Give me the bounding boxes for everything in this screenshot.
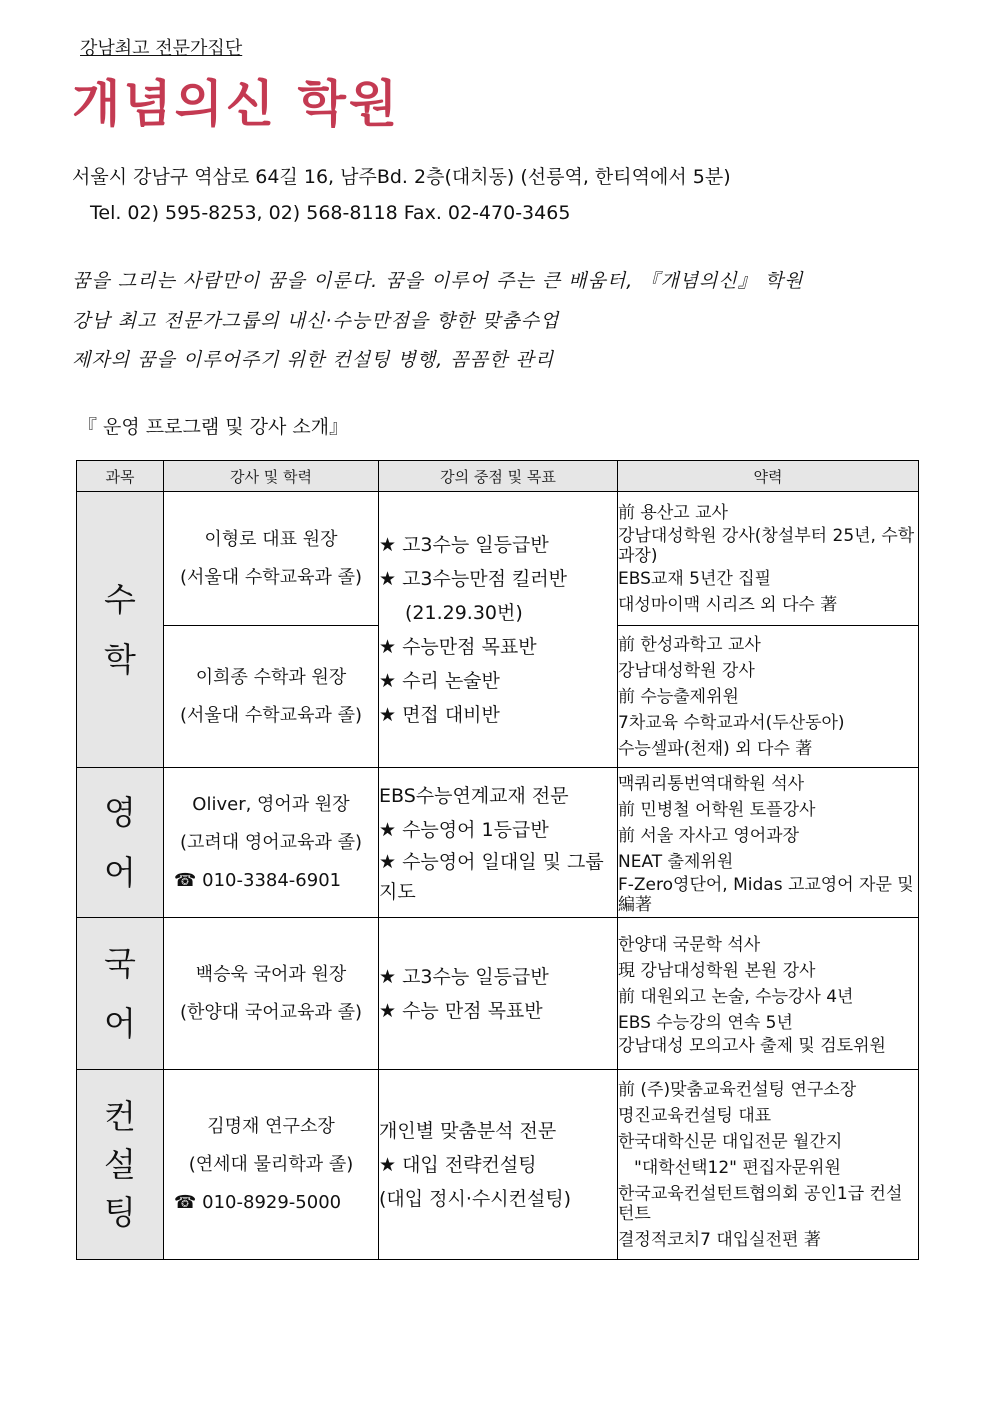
focus-item: ★ 대입 전략컨설팅 xyxy=(379,1153,537,1176)
instructor-name: 이형로 대표 원장 xyxy=(204,528,338,550)
career-cell xyxy=(618,768,919,918)
focus-english xyxy=(379,768,618,918)
subject-char: 팅 xyxy=(104,1192,136,1232)
career-item: 한양대 국문학 석사 xyxy=(618,934,761,955)
career-item: 前 (주)맞춤교육컨설팅 연구소장 xyxy=(618,1079,857,1100)
career-item: F-Zero영단어, Midas 고교영어 자문 및 編著 xyxy=(618,874,914,915)
program-table xyxy=(76,460,919,1260)
slogan-1: 꿈을 그리는 사람만이 꿈을 이룬다. 꿈을 이루어 주는 큰 배움터, 『개념의신』 학원 xyxy=(72,270,804,292)
subject-math xyxy=(77,492,164,768)
career-item: 강남대성학원 강사(창설부터 25년, 수학과장) xyxy=(618,525,915,566)
instructor-cell xyxy=(164,768,379,918)
table-header-row xyxy=(77,461,919,492)
focus-item: (21.29.30번) xyxy=(405,601,523,624)
header-subject: 과목 xyxy=(77,461,164,492)
instructor-school: (고려대 영어교육과 졸) xyxy=(180,831,362,853)
career-item: 수능셀파(천재) 외 다수 著 xyxy=(618,738,813,759)
career-item: 前 서울 자사고 영어과장 xyxy=(618,825,800,846)
instructor-name: 김명재 연구소장 xyxy=(207,1115,335,1137)
career-item: 대성마이맥 시리즈 외 다수 著 xyxy=(618,594,838,615)
instructor-name: Oliver, 영어과 원장 xyxy=(192,793,350,815)
instructor-school: (한양대 국어교육과 졸) xyxy=(180,1001,362,1023)
instructor-cell xyxy=(164,492,379,626)
subject-char: 국 xyxy=(104,943,136,983)
subject-char: 학 xyxy=(104,639,136,679)
career-item: 前 대원외고 논술, 수능강사 4년 xyxy=(618,986,854,1007)
instructor-cell xyxy=(164,626,379,768)
subject-char: 수 xyxy=(104,579,136,619)
subject-char: 설 xyxy=(104,1144,136,1184)
focus-item: EBS수능연계교재 전문 xyxy=(379,784,569,807)
instructor-school: (서울대 수학교육과 졸) xyxy=(180,566,362,588)
career-cell xyxy=(618,626,919,768)
career-item: 한국대학신문 대입전문 월간지 xyxy=(618,1131,843,1152)
subject-korean xyxy=(77,918,164,1070)
focus-item: ★ 면접 대비반 xyxy=(379,703,500,726)
focus-item: 개인별 맞춤분석 전문 xyxy=(379,1119,557,1142)
slogan-3: 제자의 꿈을 이루어주기 위한 컨설팅 병행, 꼼꼼한 관리 xyxy=(72,349,555,371)
instructor-school: (연세대 물리학과 졸) xyxy=(188,1153,354,1175)
career-item: 7차교육 수학교과서(두산동아) xyxy=(618,712,845,733)
career-item: 한국교육컨설턴트협의회 공인1급 컨설턴트 xyxy=(618,1183,903,1224)
focus-item: ★ 수능영어 일대일 및 그룹지도 xyxy=(379,850,604,903)
career-cell xyxy=(618,492,919,626)
instructor-cell xyxy=(164,1070,379,1260)
career-item: 前 용산고 교사 xyxy=(618,502,728,523)
focus-item: ★ 수능만점 목표반 xyxy=(379,635,537,658)
career-item: 강남대성학원 강사 xyxy=(618,660,755,681)
subject-english xyxy=(77,768,164,918)
focus-item: ★ 고3수능 일등급반 xyxy=(379,965,549,988)
focus-item: ★ 수리 논술반 xyxy=(379,669,500,692)
focus-item: ★ 고3수능 일등급반 xyxy=(379,533,549,556)
instructor-phone: ☎ 010-8929-5000 xyxy=(174,1191,342,1213)
career-item: "대학선택12" 편집자문위원 xyxy=(634,1157,841,1178)
career-item: 前 수능출제위원 xyxy=(618,686,739,707)
subject-char: 어 xyxy=(104,1003,136,1043)
focus-consulting xyxy=(379,1070,618,1260)
career-item: 결정적코치7 대입실전편 著 xyxy=(618,1229,821,1250)
career-item: 명진교육컨설팅 대표 xyxy=(618,1105,772,1126)
table-row-consulting xyxy=(77,1070,919,1260)
instructor-name: 이희종 수학과 원장 xyxy=(195,666,347,688)
table-row-math-1 xyxy=(77,492,919,626)
subject-char: 영 xyxy=(104,792,136,832)
address: 서울시 강남구 역삼로 64길 16, 남주Bd. 2층(대치동) (선릉역, 한티역에서 5분) xyxy=(72,166,731,188)
focus-korean xyxy=(379,918,618,1070)
instructor-phone: ☎ 010-3384-6901 xyxy=(174,869,342,891)
focus-item: ★ 고3수능만점 킬러반 xyxy=(379,567,568,590)
career-item: 現 강남대성학원 본원 강사 xyxy=(618,960,816,981)
career-item: NEAT 출제위원 xyxy=(618,851,734,872)
career-item: EBS교재 5년간 집필 xyxy=(618,568,772,589)
header-focus: 강의 중점 및 목표 xyxy=(379,461,618,492)
table-row-korean xyxy=(77,918,919,1070)
focus-item: (대입 정시·수시컨설팅) xyxy=(379,1187,572,1210)
brand-title: 개념의신 학원 xyxy=(72,75,401,133)
career-cell xyxy=(618,1070,919,1260)
instructor-name: 백승욱 국어과 원장 xyxy=(195,963,347,985)
career-item: 맥쿼리통번역대학원 석사 xyxy=(618,773,805,794)
subject-consulting xyxy=(77,1070,164,1260)
focus-item: ★ 수능 만점 목표반 xyxy=(379,999,543,1022)
instructor-cell xyxy=(164,918,379,1070)
instructor-school: (서울대 수학교육과 졸) xyxy=(180,704,362,726)
subject-char: 컨 xyxy=(104,1096,136,1136)
subject-char: 어 xyxy=(104,852,136,892)
contact-info: Tel. 02) 595-8253, 02) 568-8118 Fax. 02-470-3465 xyxy=(90,202,571,224)
career-cell xyxy=(618,918,919,1070)
focus-math xyxy=(379,492,618,768)
focus-item: ★ 수능영어 1등급반 xyxy=(379,818,549,841)
tagline: 강남최고 전문가집단 xyxy=(80,38,243,59)
career-item: 前 민병철 어학원 토플강사 xyxy=(618,799,816,820)
career-item: 강남대성 모의고사 출제 및 검토위원 xyxy=(618,1035,886,1056)
career-item: EBS 수능강의 연속 5년 xyxy=(618,1012,793,1033)
slogan-2: 강남 최고 전문가그룹의 내신·수능만점을 향한 맞춤수업 xyxy=(72,310,560,332)
table-row-english xyxy=(77,768,919,918)
header-career: 약력 xyxy=(618,461,919,492)
header-instructor: 강사 및 학력 xyxy=(164,461,379,492)
career-item: 前 한성과학고 교사 xyxy=(618,634,761,655)
section-title: 『 운영 프로그램 및 강사 소개』 xyxy=(78,416,349,438)
